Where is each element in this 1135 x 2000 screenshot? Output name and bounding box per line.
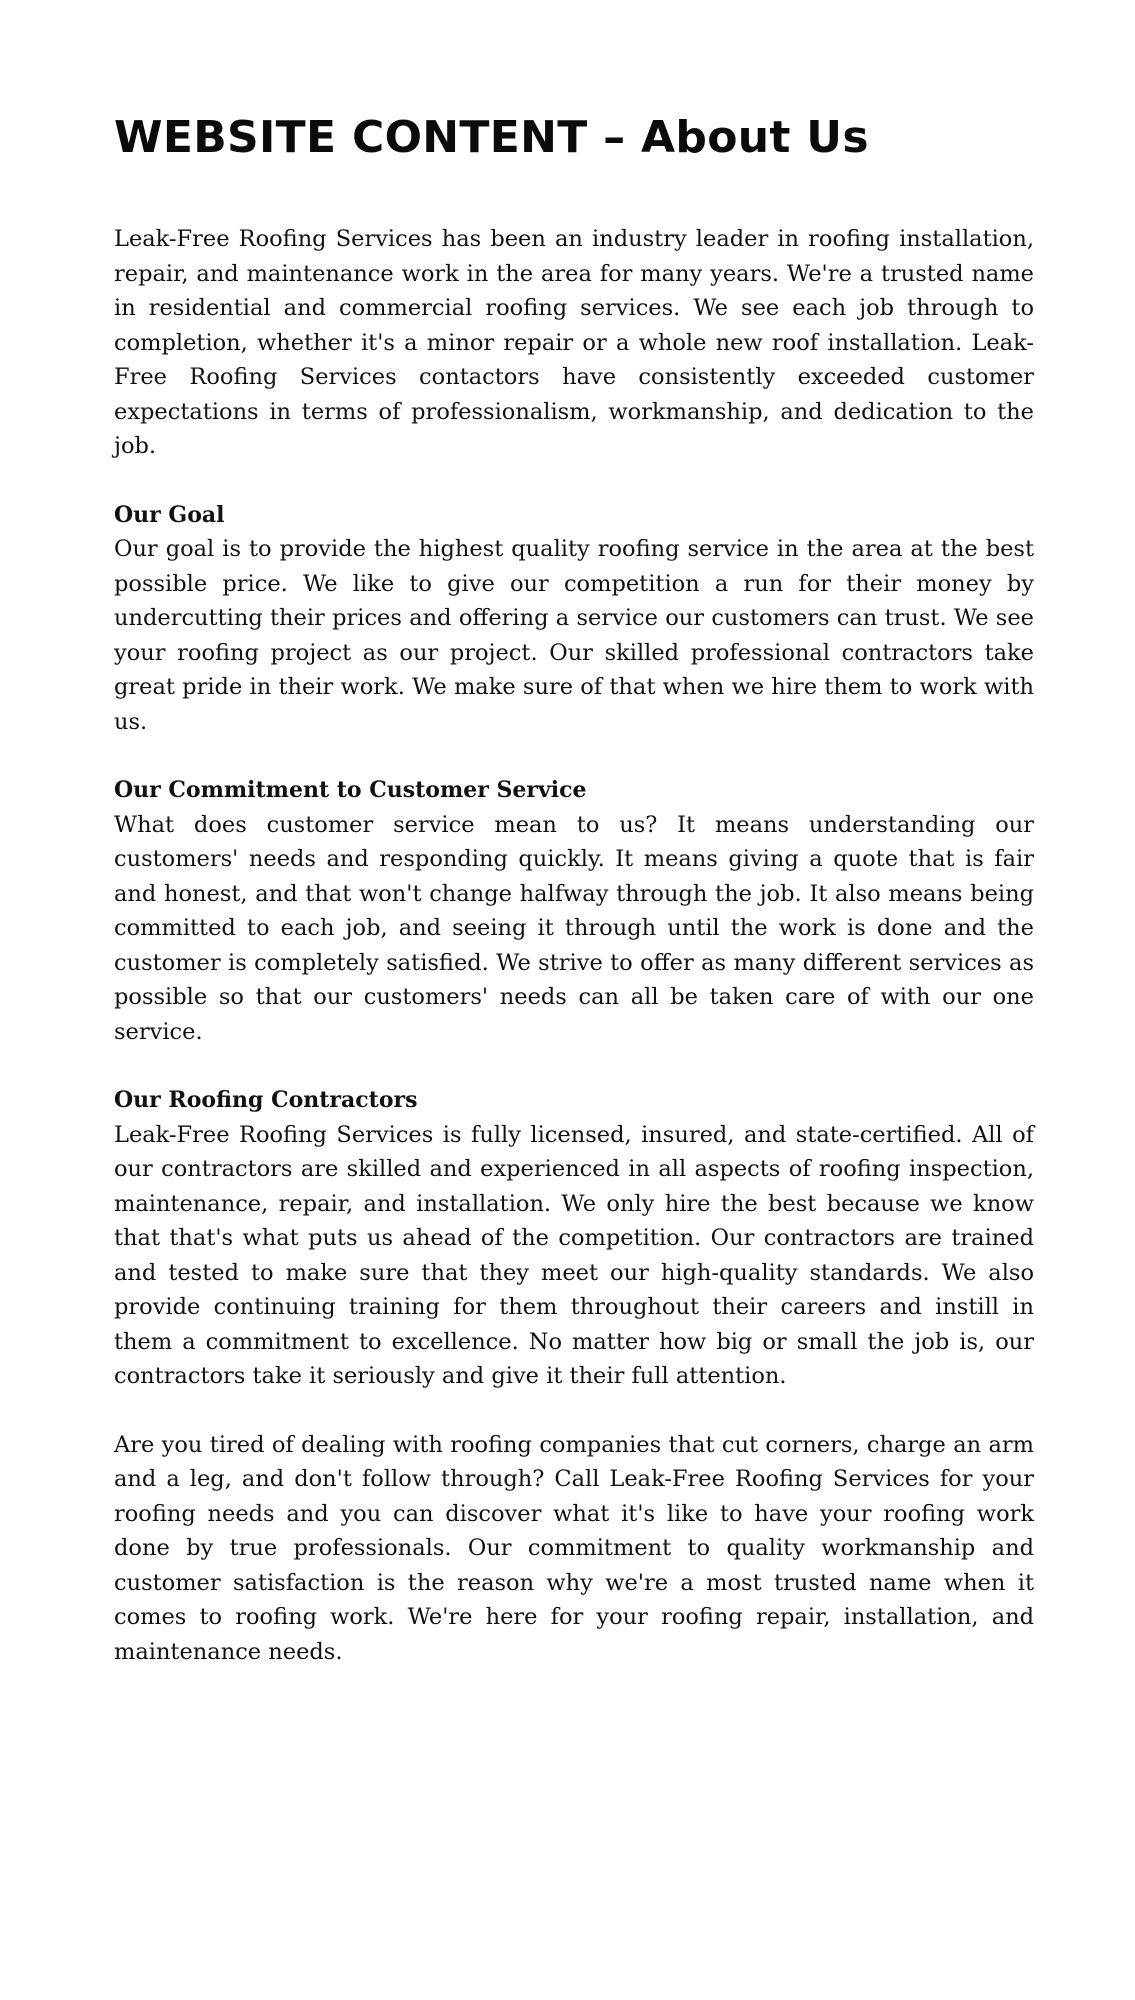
section-body-roofing-contractors: Leak-Free Roofing Services is fully licensed, insured, and state-certified. All of our contractors are skilled and experienced in all aspects of roofing inspection, maintenance, repair, and installation. We only hire the best because we know that that's what puts us ahead of the competition. Our contractors are trained and tested to make sure that they meet our high-quality standards. We also provide continuing training for them throughout their careers and instill in them a commitment to excellence. No matter how big or small the job is, our contractors take it seriously and give it their full attention. — [114, 1121, 1034, 1389]
document-page — [114, 108, 1034, 1703]
intro-paragraph: Leak-Free Roofing Services has been an industry leader in roofing installation, repair, and maintenance work in the area for many years. We're a trusted name in residential and commercial roofing services. We see each job through to completion, whether it's a minor repair or a whole new roof installation. Leak-Free Roofing Services contactors have consistently exceeded customer expectations in terms of professionalism, workmanship, and dedication to the job. — [114, 226, 1034, 459]
section-our-goal — [114, 498, 1034, 740]
section-roofing-contractors — [114, 1083, 1034, 1394]
section-heading-roofing-contractors: Our Roofing Contractors — [114, 1087, 418, 1113]
section-body-our-goal: Our goal is to provide the highest quality roofing service in the area at the best possible price. We like to give our competition a run for their money by undercutting their prices and offering a service our customers can trust. We see your roofing project as our project. Our skilled professional contractors take great pride in their work. We make sure of that when we hire them to work with us. — [114, 536, 1034, 735]
section-customer-service — [114, 773, 1034, 1049]
section-body-customer-service: What does customer service mean to us? It means understanding our customers' needs and responding quickly. It means giving a quote that is fair and honest, and that won't change halfway through the job. It also means being committed to each job, and seeing it through until the work is done and the customer is completely satisfied. We strive to offer as many different services as possible so that our customers' needs can all be taken care of with our one service. — [114, 811, 1034, 1045]
section-heading-customer-service: Our Commitment to Customer Service — [114, 777, 587, 803]
page-title: WEBSITE CONTENT – About Us — [114, 112, 869, 163]
intro-section — [114, 222, 1034, 464]
section-heading-our-goal: Our Goal — [114, 501, 225, 528]
closing-section — [114, 1428, 1034, 1670]
closing-paragraph: Are you tired of dealing with roofing companies that cut corners, charge an arm and a leg, and don't follow through? Call Leak-Free Roofing Services for your roofing needs and you can discover what it's like to have your roofing work done by true professionals. Our commitment to quality workmanship and customer satisfaction is the reason why we're a most trusted name when it comes to roofing work. We're here for your roofing repair, installation, and maintenance needs. — [114, 1431, 1034, 1665]
